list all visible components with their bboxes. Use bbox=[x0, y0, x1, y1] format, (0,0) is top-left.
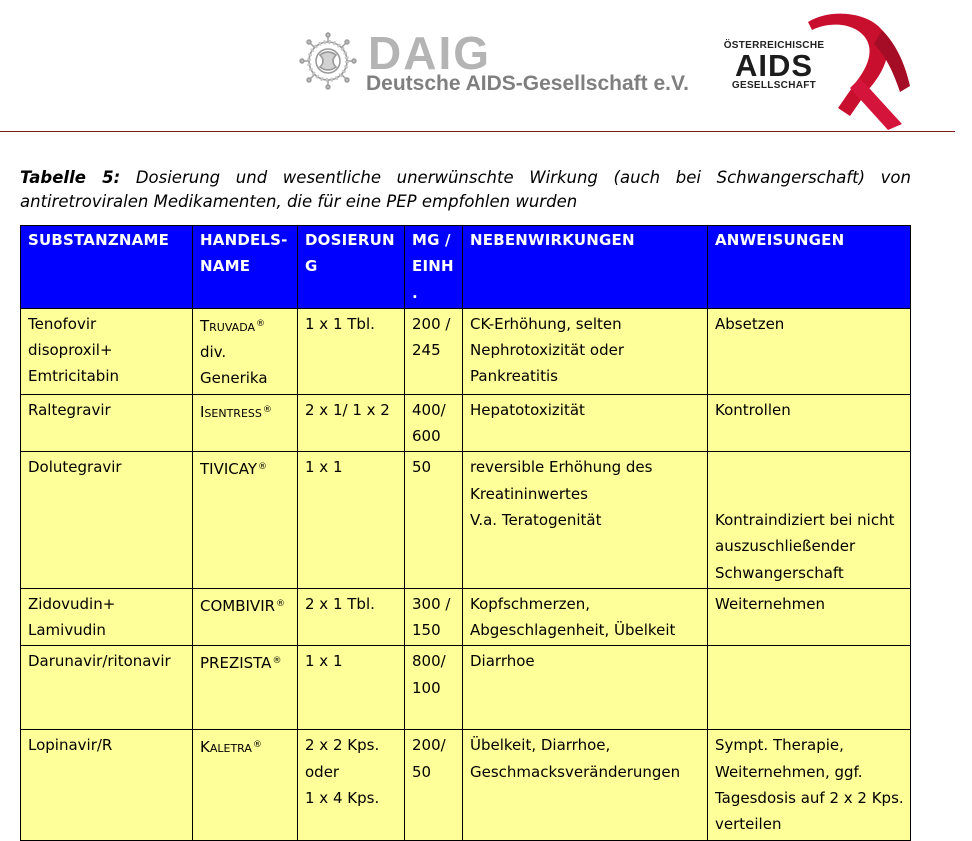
col-header-handelsname: HANDELS- NAME bbox=[193, 226, 298, 309]
cell-handelsname: Kaletra® bbox=[193, 730, 298, 840]
cell-nebenwirkungen: Übelkeit, Diarrhoe, Geschmacksveränderungen bbox=[463, 730, 708, 840]
cell-mg: 50 bbox=[405, 452, 463, 588]
cell-substanz: Tenofovir disoproxil+ Emtricitabin bbox=[21, 308, 193, 394]
table-row bbox=[21, 646, 911, 730]
col-header-dosierung: DOSIERUNG bbox=[298, 226, 405, 309]
table-row bbox=[21, 308, 911, 394]
caption-label: Tabelle 5: bbox=[20, 168, 121, 187]
cell-nebenwirkungen: reversible Erhöhung des Kreatininwertes V.a. Teratogenität bbox=[463, 452, 708, 588]
table-row bbox=[21, 588, 911, 646]
cell-dosierung: 1 x 1 bbox=[298, 646, 405, 730]
cell-substanz: Raltegravir bbox=[21, 394, 193, 452]
cell-dosierung: 1 x 1 bbox=[298, 452, 405, 588]
cell-substanz: Darunavir/ritonavir bbox=[21, 646, 193, 730]
cell-handelsname: Isentress® bbox=[193, 394, 298, 452]
cell-dosierung: 1 x 1 Tbl. bbox=[298, 308, 405, 394]
table-caption bbox=[20, 166, 911, 214]
oe-logo-top-text: ÖSTERREICHISCHE bbox=[723, 40, 825, 51]
cell-handelsname: COMBIVIR® bbox=[193, 588, 298, 646]
col-header-mg: MG / EINH. bbox=[405, 226, 463, 309]
cell-handelsname: PREZISTA® bbox=[193, 646, 298, 730]
cell-mg: 400/ 600 bbox=[405, 394, 463, 452]
cell-mg: 200/ 50 bbox=[405, 730, 463, 840]
col-header-substanz: SUBSTANZNAME bbox=[21, 226, 193, 309]
cell-dosierung: 2 x 2 Kps. oder 1 x 4 Kps. bbox=[298, 730, 405, 840]
oe-logo-aids-text: AIDS bbox=[734, 48, 814, 83]
cell-nebenwirkungen: CK-Erhöhung, selten Nephrotoxizität oder Pankreatitis bbox=[463, 308, 708, 394]
cell-nebenwirkungen: Hepatotoxizität bbox=[463, 394, 708, 452]
table-row bbox=[21, 452, 911, 588]
pep-medication-table bbox=[20, 225, 911, 841]
cell-substanz: Dolutegravir bbox=[21, 452, 193, 588]
daig-subtitle: Deutsche AIDS-Gesellschaft e.V. bbox=[366, 72, 689, 95]
page-header bbox=[0, 0, 972, 134]
cell-anweisungen: Kontraindiziert bei nicht auszuschließender Schwangerschaft bbox=[708, 452, 911, 588]
cell-nebenwirkungen: Kopfschmerzen, Abgeschlagenheit, Übelkeit bbox=[463, 588, 708, 646]
cell-mg: 300 / 150 bbox=[405, 588, 463, 646]
cell-anweisungen bbox=[708, 646, 911, 730]
cell-nebenwirkungen: Diarrhoe bbox=[463, 646, 708, 730]
cell-dosierung: 2 x 1/ 1 x 2 bbox=[298, 394, 405, 452]
cell-dosierung: 2 x 1 Tbl. bbox=[298, 588, 405, 646]
table-header-row bbox=[21, 226, 911, 309]
cell-anweisungen: Sympt. Therapie, Weiternehmen, ggf. Tagesdosis auf 2 x 2 Kps. verteilen bbox=[708, 730, 911, 840]
cell-anweisungen: Absetzen bbox=[708, 308, 911, 394]
col-header-anweisungen: ANWEISUNGEN bbox=[708, 226, 911, 309]
cell-mg: 800/ 100 bbox=[405, 646, 463, 730]
oe-logo-bottom-text: GESELLSCHAFT bbox=[731, 80, 817, 91]
table-row bbox=[21, 730, 911, 840]
cell-anweisungen: Weiternehmen bbox=[708, 588, 911, 646]
table-row bbox=[21, 394, 911, 452]
cell-handelsname: Truvada® div. Generika bbox=[193, 308, 298, 394]
cell-substanz: Lopinavir/R bbox=[21, 730, 193, 840]
cell-anweisungen: Kontrollen bbox=[708, 394, 911, 452]
cell-substanz: Zidovudin+ Lamivudin bbox=[21, 588, 193, 646]
daig-virus-logo-icon bbox=[292, 30, 372, 92]
cell-mg: 200 / 245 bbox=[405, 308, 463, 394]
cell-handelsname: TIVICAY® bbox=[193, 452, 298, 588]
caption-text: Dosierung und wesentliche unerwünschte Wirkung (auch bei Schwangerschaft) von antiretroviralen Medikamenten, die für eine PEP empfohlen wurden bbox=[20, 168, 911, 211]
col-header-nebenwirkungen: NEBENWIRKUNGEN bbox=[463, 226, 708, 309]
header-divider bbox=[0, 131, 955, 132]
daig-logo-text: DAIG bbox=[368, 27, 491, 79]
